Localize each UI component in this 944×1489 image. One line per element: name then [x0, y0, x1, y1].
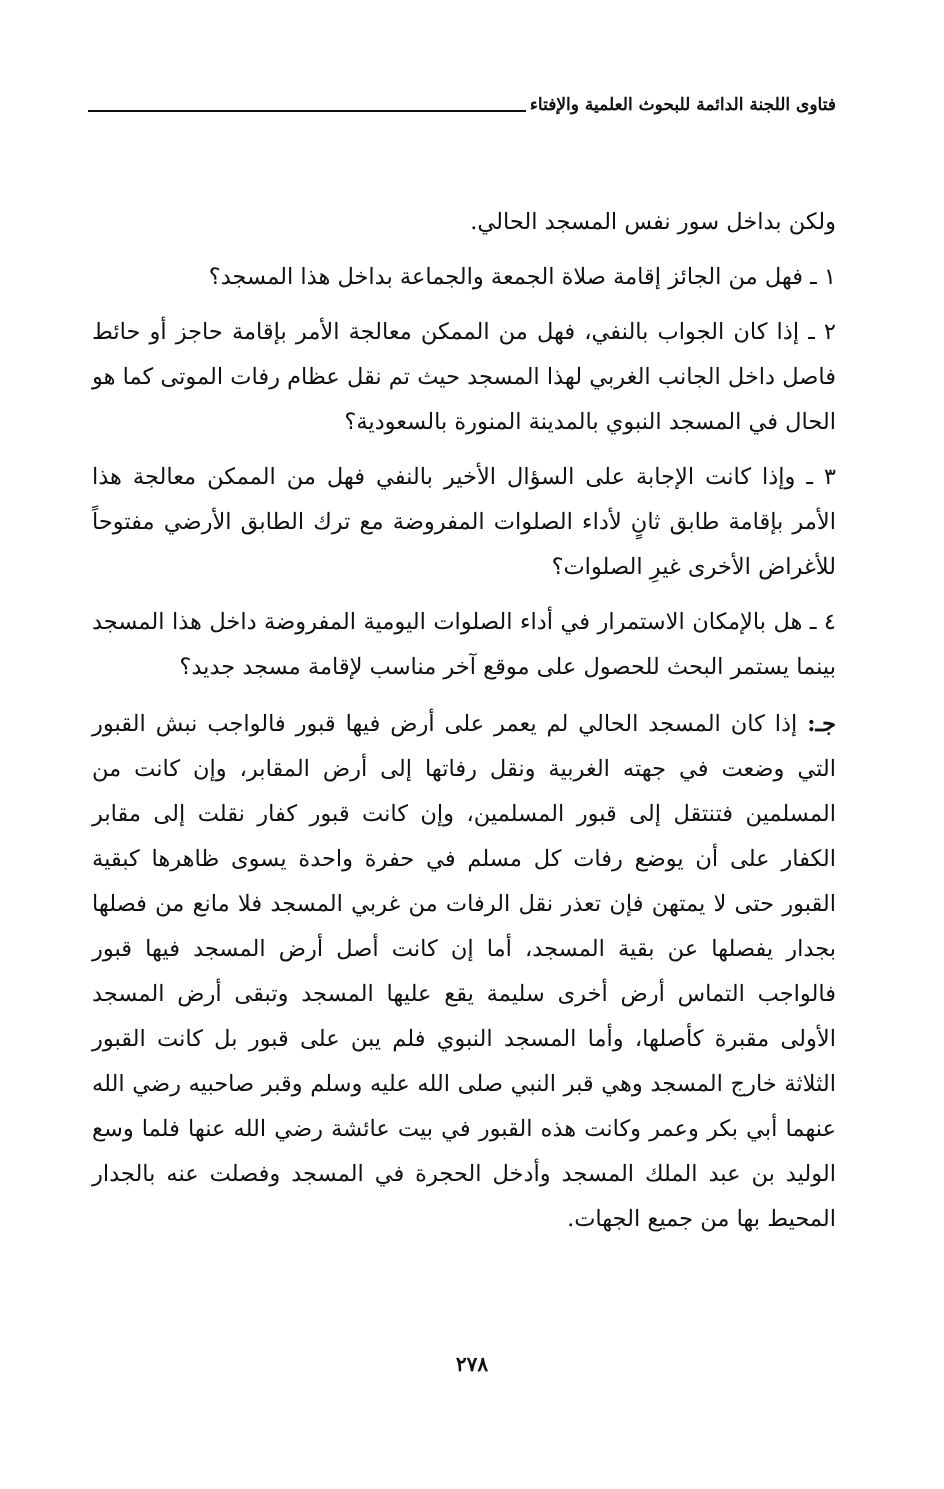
page-header — [88, 88, 836, 122]
question-item-1: ١ ـ فهل من الجائز إقامة صلاة الجمعة والجماعة بداخل هذا المسجد؟ — [208, 264, 836, 290]
running-title: فتاوى اللجنة الدائمة للبحوث العلمية والإفتاء — [529, 95, 836, 115]
question-intro: ولكن بداخل سور نفس المسجد الحالي. — [470, 209, 836, 235]
page-number: ٢٧٨ — [455, 1352, 489, 1376]
question-item-3: ٣ ـ وإذا كانت الإجابة على السؤال الأخير بالنفي فهل من الممكن معالجة هذا الأمر بإقامة طابق ثانٍ لأداء الصلوات المفروضة مع ترك الطابق الأرضي مفتوحاً للأغراض الأخرى غيرِ الصلوات؟ — [92, 464, 836, 580]
main-text — [92, 200, 836, 1252]
header-rule — [88, 110, 526, 112]
answer-text: إذا كان المسجد الحالي لم يعمر على أرض فيها قبور فالواجب نبش القبور التي وضعت في جهته الغربية ونقل رفاتها إلى أرض المقابر، وإن كانت من المسلمين فتنتقل إلى قبور المسلمين، وإن كانت قبور كفار نقلت إلى مقابر الكفار على أن يوضع رفات كل مسلم في حفرة واحدة يسوى ظاهرها كبقية القبور حتى لا يمتهن فإن تعذر نقل الرفات من غربي المسجد فلا مانع من فصلها بجدار يفصلها عن بقية المسجد، أما إن كانت أصل أرض المسجد فيها قبور فالواجب التماس أرض أخرى سليمة يقع عليها المسجد وتبقى أرض المسجد الأولى مقبرة كأصلها، وأما المسجد النبوي فلم يبن على قبور بل كانت القبور الثلاثة خارج المسجد وهي قبر النبي صلى الله عليه وسلم وقبر صاحبيه رضي الله عنهما أبي بكر وعمر وكانت هذه القبور في بيت عائشة رضي الله عنها فلما وسع الوليد بن عبد الملك المسجد وأدخل الحجرة في المسجد وفصلت عنه بالجدار المحيط بها من جميع الجهات. — [92, 711, 836, 1232]
question-item-4: ٤ ـ هل بالإمكان الاستمرار في أداء الصلوات اليومية المفروضة داخل هذا المسجد بينما يستمر البحث للحصول على موقع آخر مناسب لإقامة مسجد جديد؟ — [92, 609, 836, 680]
question-item-2: ٢ ـ إذا كان الجواب بالنفي، فهل من الممكن معالجة الأمر بإقامة حاجز أو حائط فاصل داخل الجانب الغربي لهذا المسجد حيث تم نقل عظام رفات الموتى كما هو الحال في المسجد النبوي بالمدينة المنورة بالسعودية؟ — [92, 319, 836, 435]
answer-paragraph — [92, 702, 836, 1242]
answer-marker: جـ: — [807, 711, 836, 737]
